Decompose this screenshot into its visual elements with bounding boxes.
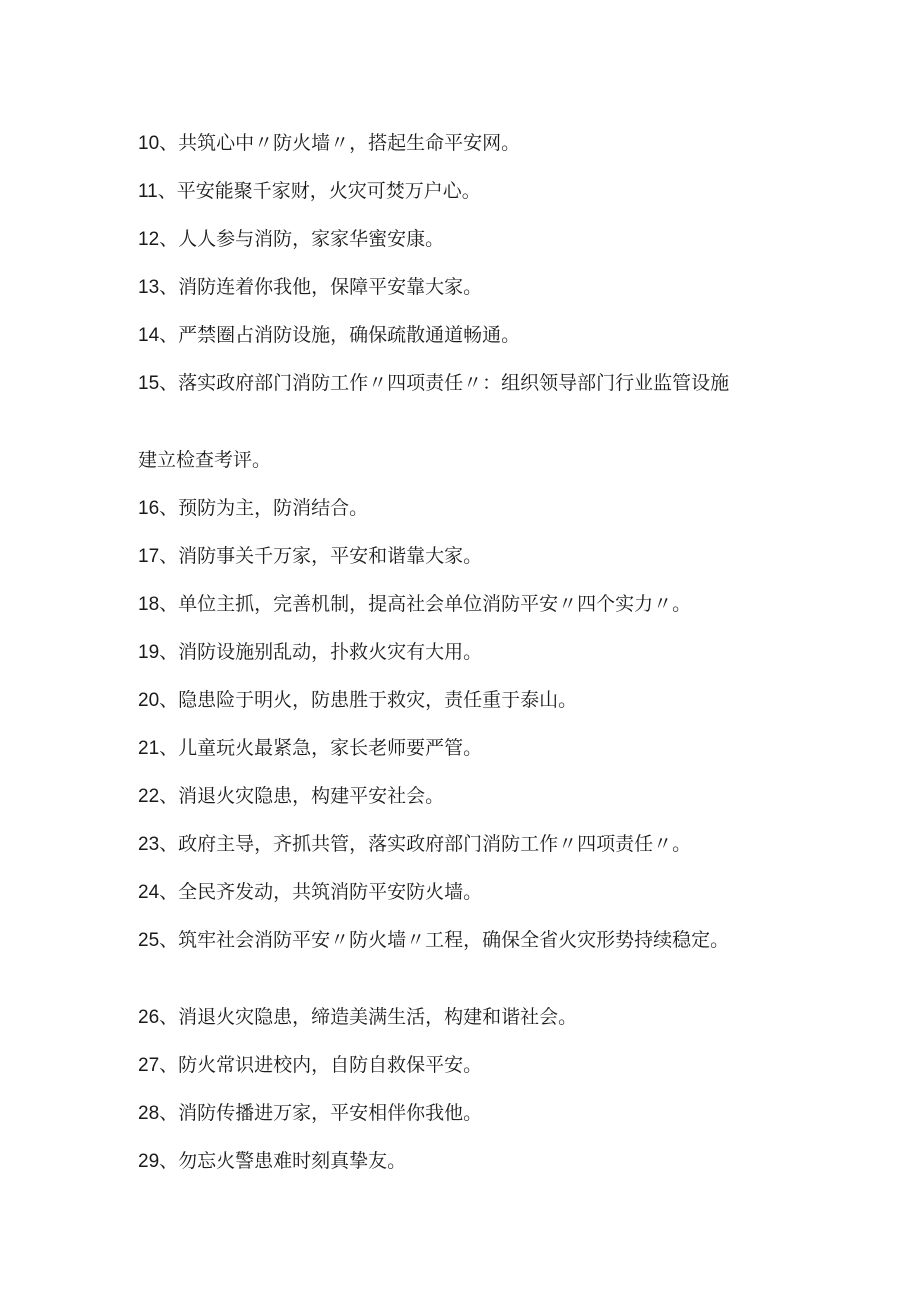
item-number: 15 <box>138 373 160 394</box>
item-text: 、预防为主，防消结合。 <box>159 497 369 519</box>
list-item <box>138 1051 778 1080</box>
item-text: 、隐患险于明火，防患胜于救灾，责任重于泰山。 <box>159 689 578 711</box>
list-item <box>138 273 778 302</box>
item-number: 24 <box>138 882 160 903</box>
item-number: 12 <box>138 229 160 250</box>
list-item <box>138 686 778 715</box>
item-text: 、消防设施别乱动，扑救火灾有大用。 <box>159 641 483 663</box>
list-item-continuation <box>138 446 778 474</box>
item-text: 、勿忘火警患难时刻真挚友。 <box>159 1150 407 1172</box>
item-number: 27 <box>138 1055 160 1076</box>
item-number: 16 <box>138 498 160 519</box>
list-item <box>138 590 778 619</box>
item-text: 、人人参与消防，家家华蜜安康。 <box>159 228 445 250</box>
item-number: 13 <box>138 277 160 298</box>
item-text: 、消退火灾隐患，缔造美满生活，构建和谐社会。 <box>159 1006 578 1028</box>
item-text: 、共筑心中〃防火墙〃，搭起生命平安网。 <box>159 132 521 154</box>
list-item <box>138 1003 778 1032</box>
item-text: 、政府主导，齐抓共管，落实政府部门消防工作〃四项责任〃。 <box>159 833 692 855</box>
list-item <box>138 321 778 350</box>
item-number: 22 <box>138 786 160 807</box>
item-text: 、落实政府部门消防工作〃四项责任〃：组织领导部门行业监管设施 <box>159 372 730 394</box>
item-number: 21 <box>138 738 160 759</box>
item-text: 、单位主抓，完善机制，提高社会单位消防平安〃四个实力〃。 <box>159 593 692 615</box>
item-number: 10 <box>138 133 160 154</box>
item-number: 20 <box>138 690 160 711</box>
list-item <box>138 734 778 763</box>
list-item <box>138 1099 778 1128</box>
item-number: 25 <box>138 930 160 951</box>
list-item <box>138 878 778 907</box>
item-number: 26 <box>138 1007 160 1028</box>
list-item <box>138 369 770 398</box>
list-item <box>138 638 778 667</box>
item-text: 建立检查考评。 <box>138 449 272 471</box>
item-number: 28 <box>138 1103 160 1124</box>
item-number: 23 <box>138 834 160 855</box>
item-text: 、消防连着你我他，保障平安靠大家。 <box>159 276 483 298</box>
item-text: 、全民齐发动，共筑消防平安防火墙。 <box>159 881 483 903</box>
item-number: 14 <box>138 325 160 346</box>
item-number: 17 <box>138 546 160 567</box>
item-text: 、严禁圈占消防设施，确保疏散通道畅通。 <box>159 324 521 346</box>
item-text: 、平安能聚千家财，火灾可焚万户心。 <box>157 180 481 202</box>
list-item <box>138 782 778 811</box>
item-text: 、儿童玩火最紧急，家长老师要严管。 <box>159 737 483 759</box>
item-number: 29 <box>138 1151 160 1172</box>
item-text: 、消防事关千万家，平安和谐靠大家。 <box>159 545 483 567</box>
item-text: 、消退火灾隐患，构建平安社会。 <box>159 785 445 807</box>
list-item <box>138 830 778 859</box>
list-item <box>138 542 778 571</box>
list-item <box>138 225 778 254</box>
item-number: 11 <box>138 181 158 202</box>
item-text: 、防火常识进校内，自防自救保平安。 <box>159 1054 483 1076</box>
item-text: 、筑牢社会消防平安〃防火墙〃工程，确保全省火灾形势持续稳定。 <box>159 929 730 951</box>
item-number: 18 <box>138 594 160 615</box>
list-item <box>138 129 778 158</box>
item-text: 、消防传播进万家，平安相伴你我他。 <box>159 1102 483 1124</box>
list-item <box>138 494 778 523</box>
list-item <box>138 1147 778 1176</box>
list-item <box>138 177 778 206</box>
list-item <box>138 926 770 955</box>
item-number: 19 <box>138 642 160 663</box>
